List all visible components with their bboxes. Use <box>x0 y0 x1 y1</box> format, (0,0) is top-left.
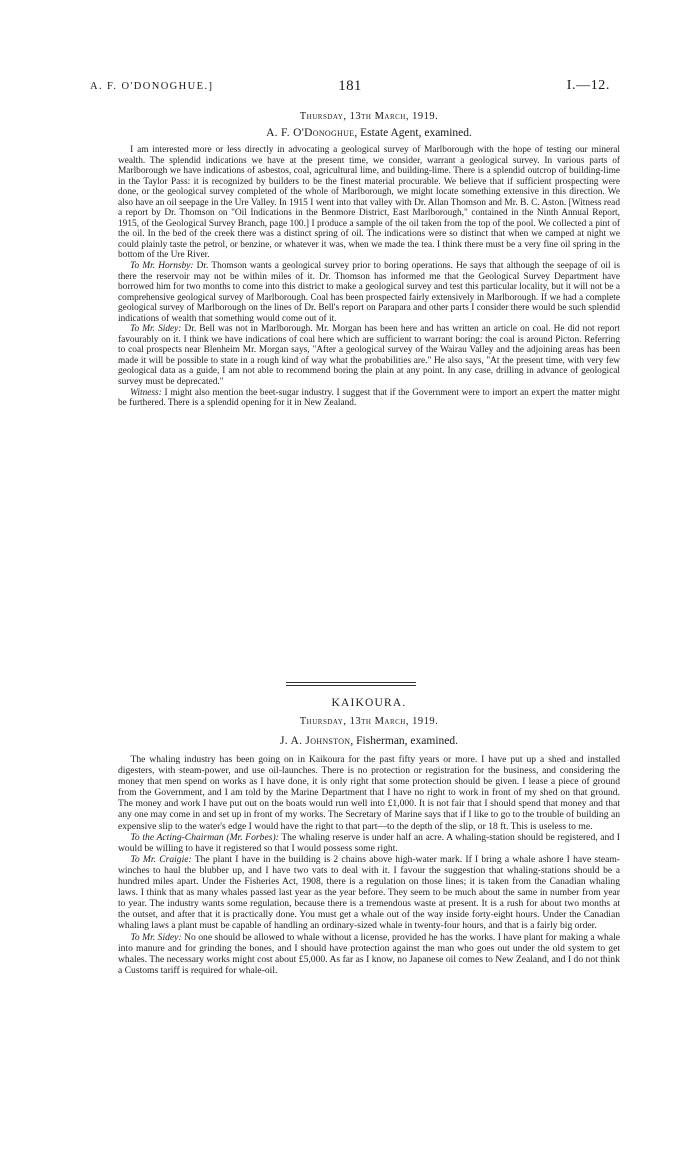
testimony-paragraph: To Mr. Sidey: Dr. Bell was not in Marlborough. Mr. Morgan has been here and has written an article on coal. He did not report favourably on it. I think we have indications of coal here which are sufficient to warrant boring: the coal is around Picton. Referring to coal prospects near Blenheim Mr. Morgan says, "After a geological survey of the Wairau Valley and the adjoining areas has been made it will be possible to state in a rough kind of way what the probabilities are." He also says, "At the present time, with very few geological data as a guide, I am not able to recommend boring the plain at any point. In any case, drilling in advance of geological survey must be deprecated." <box>118 324 620 388</box>
witness-name: A. F. O'Donoghue <box>266 127 355 139</box>
session-date: Thursday, 13th March, 1919. <box>299 716 439 727</box>
section-odonoghue <box>118 111 620 409</box>
witness-heading <box>118 127 620 139</box>
testimony-paragraph: To Mr. Craigie: The plant I have in the building is 2 chains above high-water mark. If I bring a whale ashore I have steam-winches to haul the blubber up, and I have two vats to deal with it. I favour the suggestion that whaling-stations should be a hundred miles apart. Under the Fisheries Act, 1908, there is a regulation on those lines; it is taken from the Canadian whaling laws. I think that as many whales passed last year as the year before. They seem to be much about the same in number from year to year. The industry wants some regulation, because there is a tremendous waste at present. It is a rush for about two months at the outset, and after that it is practically done. You must get a whale out of the way inside forty-eight hours. Under the Canadian whaling laws a plant must be capable of handling an ordinary-sized whale in twenty-four hours, and that is a fairly big order. <box>118 853 620 932</box>
running-header <box>90 78 610 100</box>
running-head-name: A. F. O'DONOGHUE.] <box>90 81 214 92</box>
testimony-body <box>118 145 620 409</box>
page-number: 181 <box>338 78 362 94</box>
testimony-paragraph: To Mr. Sidey: No one should be allowed to whale without a license, provided he has the works. I have plant for making a whale into manure and for grinding the bones, and I should have protection against the man who goes out under the old system to get whales. The necessary works might cost about £5,000. As far as I know, no Japanese oil comes to New Zealand, and I do not think a Customs tariff is required for whale-oil. <box>118 931 621 976</box>
witness-heading <box>118 735 620 747</box>
location-heading: KAIKOURA. <box>331 697 407 709</box>
session-date: Thursday, 13th March, 1919. <box>299 111 439 122</box>
section-divider <box>286 682 416 688</box>
witness-role: , Fisherman, examined. <box>350 735 459 747</box>
testimony-paragraph: I am interested more or less directly in advocating a geological survey of Marlborough with the hope of testing our mineral wealth. The splendid indications we have at the present time, we consider, warrant a geological survey. In various parts of Marlborough we have indications of asbestos, coal, agricultural lime, and building-lime. There is a splendid outcrop of building-lime in the Taylor Pass: it is recognized by builders to be the finest material procurable. We believe that if sufficient prospecting were done, or the geological survey completed of the whole of Marlborough, we might locate something extensive in this direction. We also have an oil seepage in the Ure Valley. In 1915 I went into that valley with Dr. Allan Thomson and Mr. B. C. Aston. [Witness read a report by Dr. Thomson on "Oil Indications in the Benmore District, East Marlborough," contained in the Ninth Annual Report, 1915, of the Geological Survey Branch, page 100.] I produce a sample of the oil taken from the top of the pool. We collected a pint of the oil. In the bed of the creek there was a distinct spring of oil. The indications were so distinct that when we camped at night we could plainly taste the petrol, or benzine, or whatever it was, when we made the tea. I think there must be a very fine oil spring in the bottom of the Ure River. <box>118 145 620 261</box>
witness-name: J. A. Johnston <box>279 735 351 747</box>
paper-reference: I.—12. <box>566 78 610 93</box>
testimony-paragraph: To the Acting-Chairman (Mr. Forbes): The whaling reserve is under half an acre. A whaling-station should be registered, and I would be willing to have it registered so that I would possess some right. <box>118 831 620 854</box>
testimony-paragraph: Witness: I might also mention the beet-sugar industry. I suggest that if the Government were to import an expert the matter might be furthered. There is a splendid opening for it in New Zealand. <box>118 387 620 409</box>
testimony-paragraph: The whaling industry has been going on in Kaikoura for the past fifty years or more. I have put up a shed and installed digesters, with steam-power, and use oil-launches. There is no protection or registration for the business, and considering the money that men spend on works as I have done, it is only right that some protection should be given. I lease a piece of ground from the Government, and I am told by the Marine Department that I have no right to work in front of my shed on that ground. The money and work I have put out on the boats would run well into £1,000. It is not fair that I should spend that money and that any one may come in and set up in front of my works. The Secretary of Marine says that if I like to go to the trouble of building an expensive slip to the water's edge I would have the right to that part—to the depth of the slip, or 18 ft. This is useless to me. <box>118 754 620 832</box>
testimony-body <box>118 754 620 976</box>
section-kaikoura <box>118 697 620 976</box>
witness-role: , Estate Agent, examined. <box>354 127 472 139</box>
testimony-paragraph: To Mr. Hornsby: Dr. Thomson wants a geological survey prior to boring operations. He says that although the seepage of oil is there the reservoir may not be within miles of it. Dr. Thomson has informed me that the Geological Survey Department have borrowed him for two months to come into this district to make a geological survey and test this particular locality, but it will not be a comprehensive geological survey of Marlborough. Coal has been prospected fairly extensively in Marlborough. If we had a complete geological survey of Marlborough on the lines of Dr. Bell's report on Parapara and other parts I consider there would be such splendid indications of wealth that something would come out of it. <box>118 261 621 324</box>
